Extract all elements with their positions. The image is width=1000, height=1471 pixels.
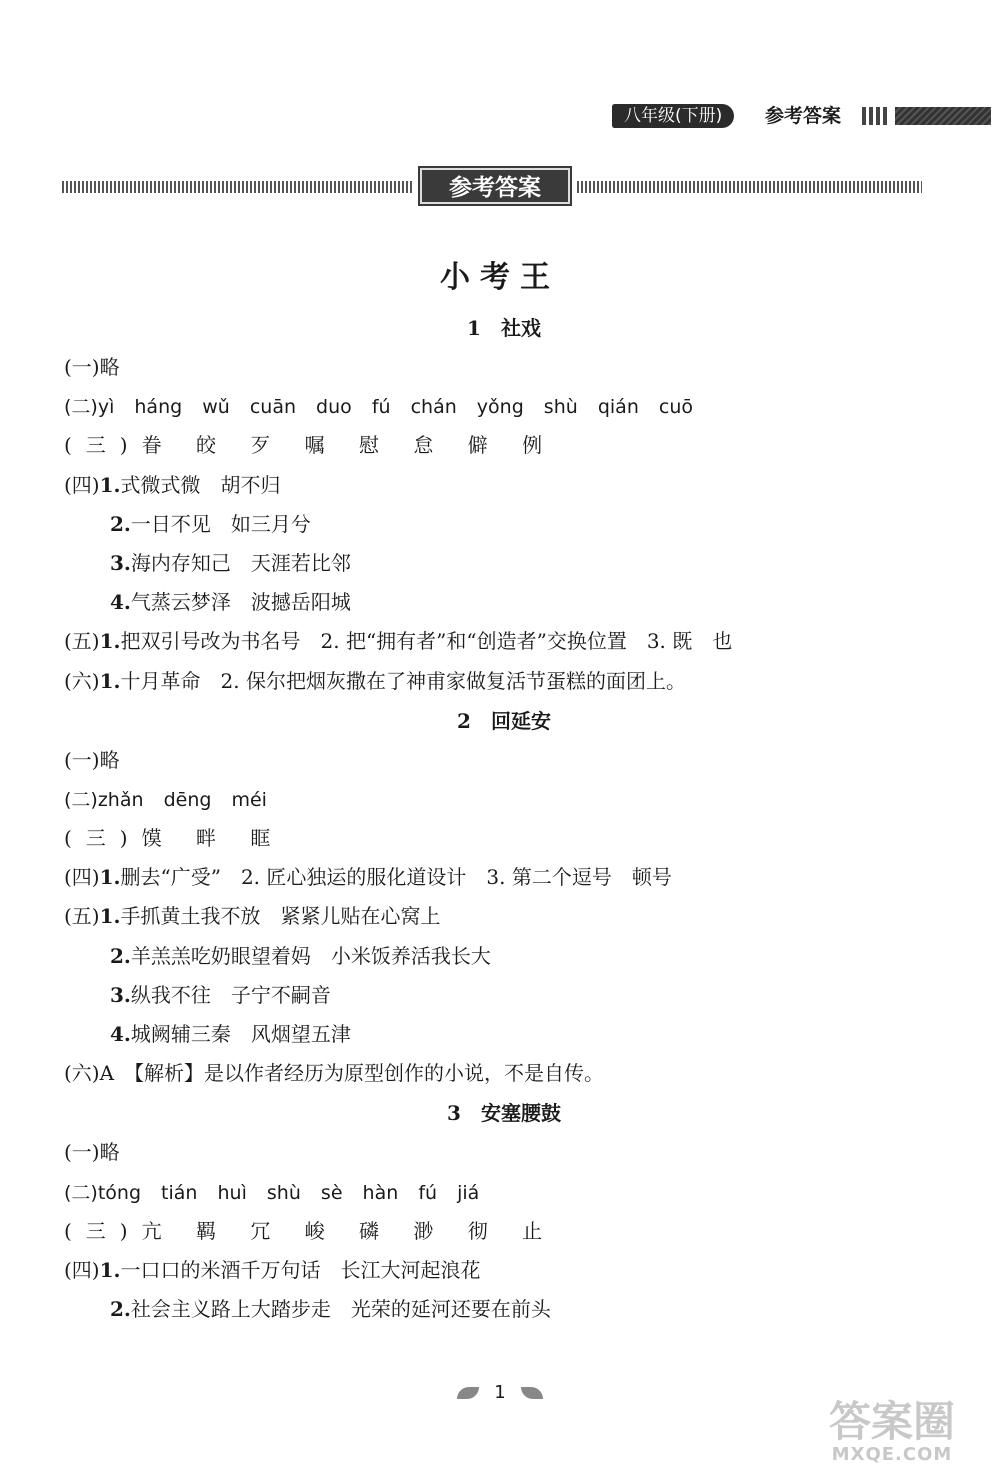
- answer-text: 羊羔羔吃奶眼望着妈 小米饭养活我长大: [130, 943, 491, 968]
- question-prefix: (五): [64, 629, 100, 654]
- answer-text: (二)tóng tián huì shù sè hàn fú jiá: [64, 1181, 480, 1204]
- answer-line: [64, 1290, 944, 1329]
- item-number: 1.: [99, 472, 121, 497]
- answer-text: 手抓黄土我不放 紧紧儿贴在心窝上: [120, 904, 441, 929]
- answer-text: 删去“广受” 2. 匠心独运的服化道设计 3. 第二个逗号 顿号: [120, 865, 672, 890]
- answer-line: [64, 466, 944, 505]
- header-stripes-decoration: [862, 107, 890, 125]
- header-bar-decoration: [895, 107, 991, 125]
- title-banner-label: 参考答案: [420, 168, 570, 204]
- answer-text: 气蒸云梦泽 波撼岳阳城: [130, 590, 351, 615]
- answer-text: 社会主义路上大踏步走 光荣的延河还要在前头: [130, 1297, 551, 1322]
- watermark-main: 答案圈: [828, 1397, 955, 1446]
- question-prefix: (五): [64, 904, 100, 929]
- item-number: 3.: [110, 550, 131, 575]
- answer-line: [64, 544, 944, 583]
- answer-text: (三)眷 皎 歹 嘱 慰 怠 僻 例: [64, 433, 557, 458]
- item-number: 4.: [110, 1022, 131, 1046]
- answer-line: [64, 741, 944, 780]
- item-number: 1.: [99, 865, 121, 890]
- question-prefix: (六): [64, 1061, 100, 1086]
- answer-line: [64, 583, 944, 622]
- answer-text: 十月革命 2. 保尔把烟灰撒在了神甫家做复活节蛋糕的面团上。: [120, 668, 686, 693]
- item-number: 2.: [110, 1297, 131, 1322]
- answer-text: (一)略: [64, 747, 120, 772]
- answer-line: [64, 622, 944, 661]
- answer-line: [64, 1173, 944, 1212]
- page-header: [0, 100, 1000, 134]
- question-prefix: (四): [64, 472, 100, 497]
- answer-text: (一)略: [64, 355, 120, 379]
- answer-text: 一日不见 如三月兮: [130, 511, 311, 536]
- item-number: 1.: [99, 1257, 121, 1282]
- question-prefix: (四): [64, 865, 100, 890]
- leaf-left-icon: [457, 1387, 479, 1399]
- leaf-right-icon: [521, 1387, 543, 1399]
- question-prefix: (六): [64, 668, 100, 693]
- lesson-title: 2 回延安: [457, 708, 551, 733]
- answer-line: [64, 780, 944, 819]
- watermark-logo: [802, 1397, 982, 1466]
- answer-line: [64, 937, 944, 976]
- question-prefix: (四): [64, 1257, 100, 1282]
- answer-text: 城阙辅三秦 风烟望五津: [130, 1022, 351, 1046]
- answer-line: [64, 662, 944, 701]
- answer-text: 式微式微 胡不归: [120, 472, 281, 497]
- answer-text: (三)亢 羁 冗 峻 磷 渺 彻 止: [64, 1218, 557, 1243]
- answer-text: A 【解析】是以作者经历为原型创作的小说，不是自传。: [99, 1061, 605, 1086]
- answer-line: [64, 897, 944, 936]
- answer-text: 海内存知己 天涯若比邻: [130, 550, 351, 575]
- answer-line: [64, 1133, 944, 1172]
- header-label: 参考答案: [765, 105, 842, 127]
- item-number: 4.: [110, 590, 131, 615]
- answer-text: 一口口的米酒千万句话 长江大河起浪花: [120, 1257, 481, 1282]
- item-number: 1.: [99, 904, 121, 929]
- answer-line: [64, 858, 944, 897]
- answer-line: [64, 1251, 944, 1290]
- dotted-rule-right: [577, 181, 922, 193]
- answer-text: 纵我不往 子宁不嗣音: [130, 982, 331, 1007]
- grade-tag: 八年级(下册): [612, 104, 734, 128]
- answer-line: [64, 976, 944, 1015]
- item-number: 2.: [110, 511, 131, 536]
- watermark-sub: MXQE.COM: [831, 1444, 953, 1465]
- item-number: 2.: [110, 943, 131, 968]
- lesson-title: 1 社戏: [467, 316, 541, 340]
- answer-content: [64, 308, 944, 1329]
- answer-line: [64, 505, 944, 544]
- answer-line: [64, 387, 944, 426]
- item-number: 1.: [99, 668, 121, 693]
- answer-line: [64, 1212, 944, 1251]
- answer-line: [64, 819, 944, 858]
- lesson-title: 3 安塞腰鼓: [447, 1101, 561, 1126]
- answer-text: (一)略: [64, 1140, 120, 1165]
- page-number: 1: [494, 1382, 506, 1403]
- dotted-rule-left: [62, 181, 412, 193]
- answer-line: [64, 426, 944, 465]
- answer-text: (二)yì háng wǔ cuān duo fú chán yǒng shù qián cuō: [64, 396, 694, 419]
- answer-line: [64, 1054, 944, 1093]
- answer-line: [64, 1015, 944, 1054]
- item-number: 1.: [99, 629, 121, 654]
- answer-line: [64, 348, 944, 387]
- answer-text: (三)馍 畔 眶: [64, 826, 285, 851]
- title-banner: [62, 168, 922, 208]
- answer-text: (二)zhǎn dēng méi: [64, 788, 267, 811]
- answer-text: 把双引号改为书名号 2. 把“拥有者”和“创造者”交换位置 3. 既 也: [120, 629, 733, 654]
- book-title: 小考王: [440, 260, 560, 295]
- item-number: 3.: [110, 982, 131, 1007]
